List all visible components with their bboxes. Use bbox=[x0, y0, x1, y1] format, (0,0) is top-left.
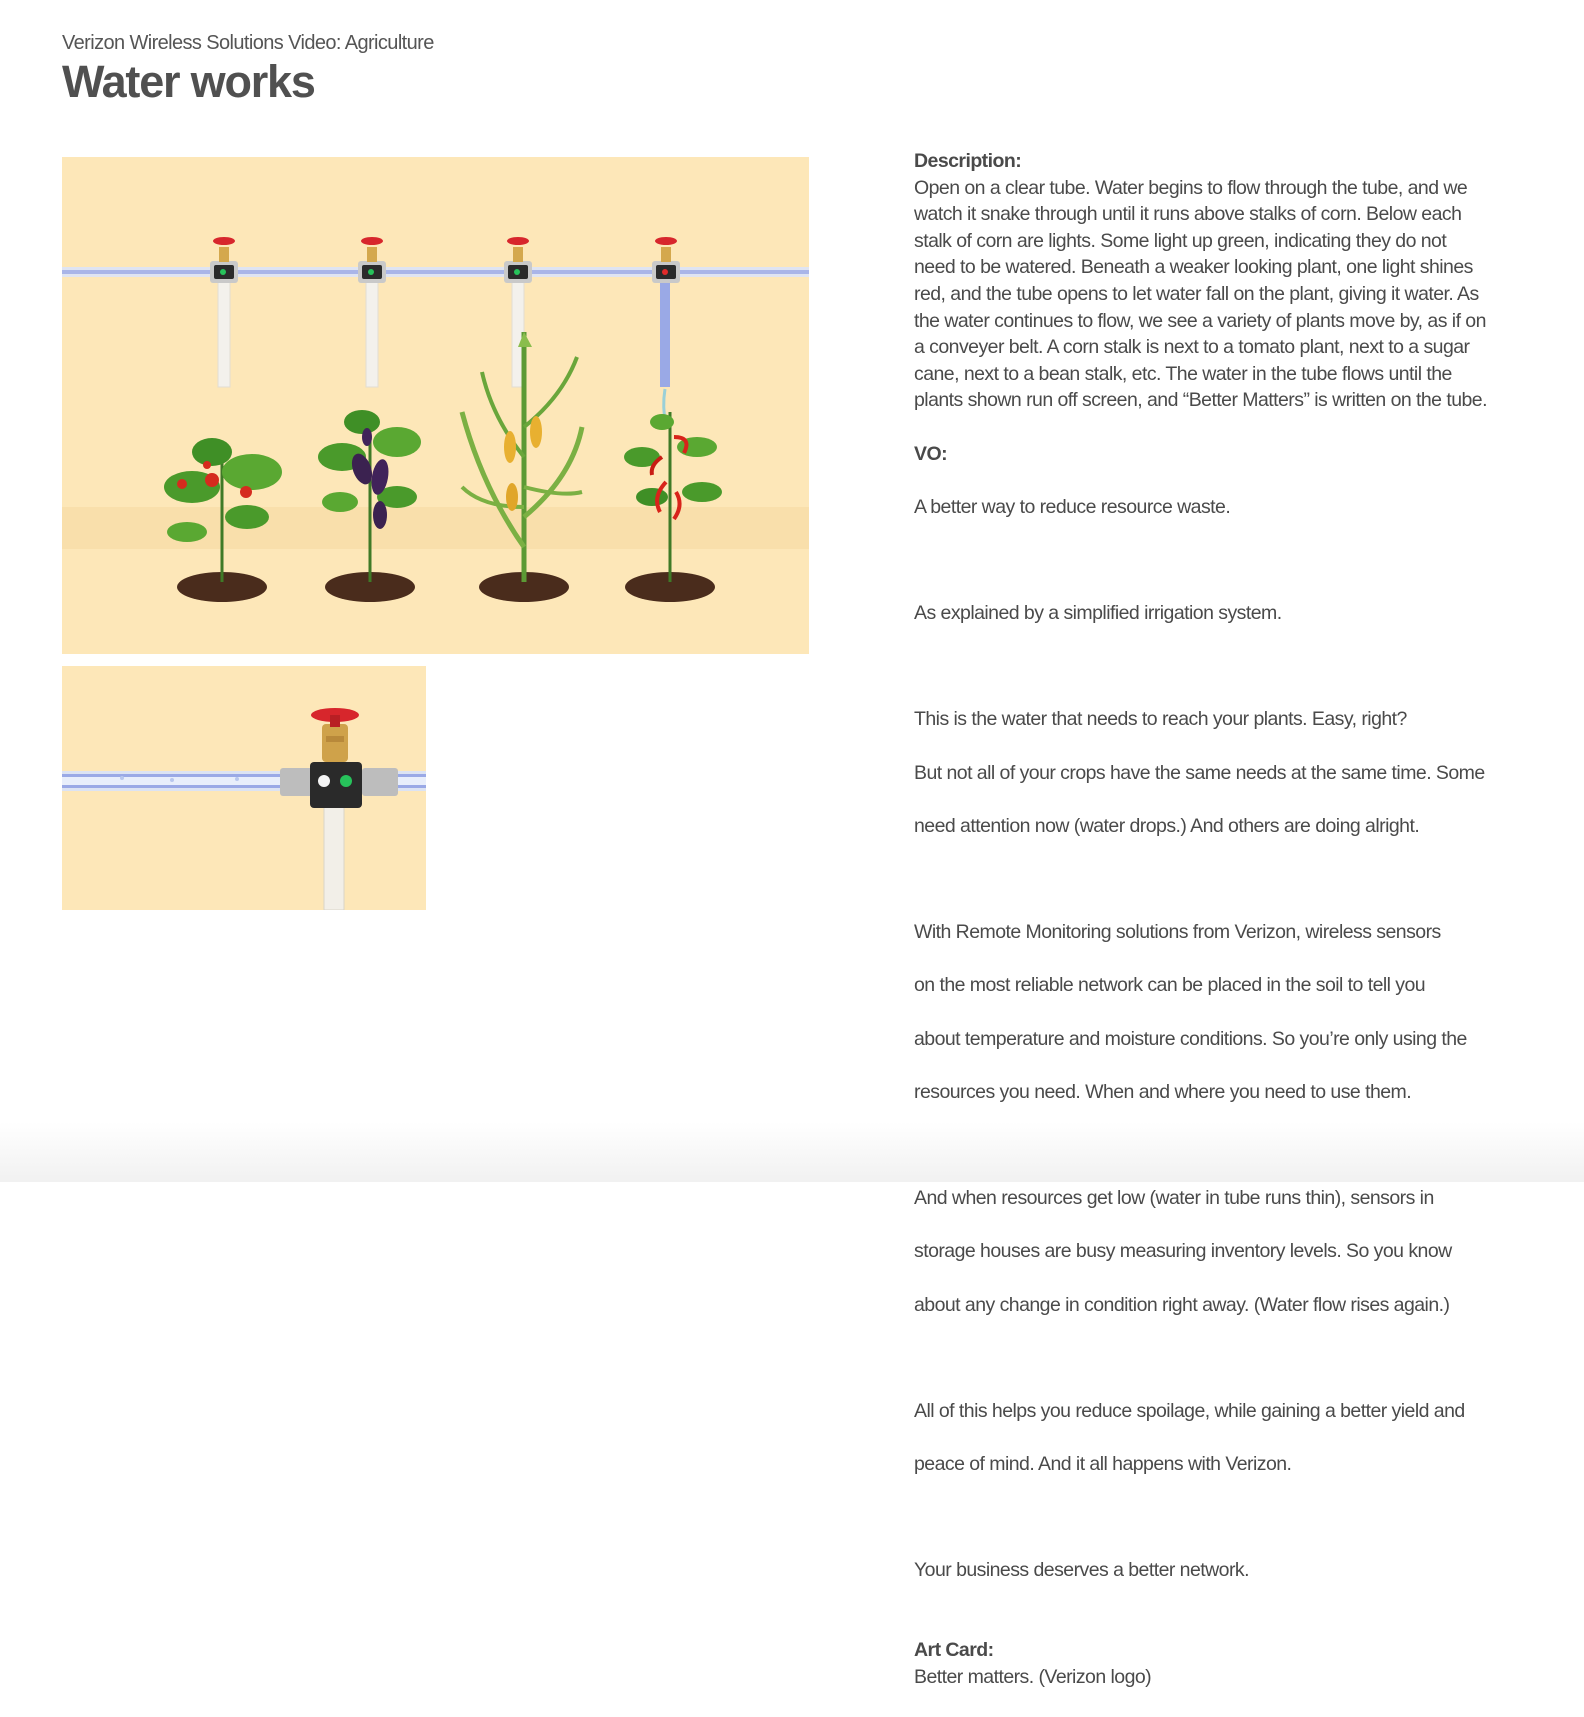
valve-closeup-illustration bbox=[62, 666, 426, 910]
vo-paragraph bbox=[914, 1159, 1514, 1345]
art-card-section bbox=[914, 1637, 1514, 1690]
status-light-green bbox=[220, 269, 226, 275]
vo-line: need attention now (water drops.) And others are doing alright. bbox=[914, 814, 1420, 837]
page-subtitle: Verizon Wireless Solutions Video: Agriculture bbox=[62, 32, 434, 54]
status-light-green bbox=[340, 775, 352, 787]
valve-3 bbox=[504, 237, 532, 387]
valve-handle bbox=[361, 237, 383, 245]
vo-section bbox=[914, 441, 1514, 1611]
vo-line: And when resources get low (water in tube runs thin), sensors in bbox=[914, 1187, 1434, 1210]
vo-paragraph bbox=[914, 1531, 1514, 1611]
valve-1 bbox=[210, 237, 238, 387]
description-line: Open on a clear tube. Water begins to flow through the tube, and we bbox=[914, 176, 1468, 199]
vo-line: about any change in condition right away. (Water flow rises again.) bbox=[914, 1293, 1450, 1316]
vo-paragraph bbox=[914, 1371, 1514, 1504]
vo-paragraph bbox=[914, 574, 1514, 654]
valve-stem bbox=[322, 724, 348, 762]
down-tube bbox=[324, 804, 344, 910]
description-line: stalk of corn are lights. Some light up green, indicating they do not bbox=[914, 229, 1447, 252]
description-line: need to be watered. Beneath a weaker looking plant, one light shines bbox=[914, 256, 1473, 279]
storyboard-frame-1 bbox=[62, 157, 809, 654]
description-line: the water continues to flow, we see a variety of plants move by, as if on bbox=[914, 309, 1486, 332]
valve-handle bbox=[507, 237, 529, 245]
irrigation-plants-illustration bbox=[62, 157, 809, 654]
vo-line: storage houses are busy measuring inventory levels. So you know bbox=[914, 1240, 1452, 1263]
vo-paragraph bbox=[914, 467, 1514, 547]
vo-line: A better way to reduce resource waste. bbox=[914, 495, 1231, 518]
eggplant-plant bbox=[318, 410, 421, 602]
status-light-green bbox=[514, 269, 520, 275]
description-line: watch it snake through until it runs above stalks of corn. Below each bbox=[914, 203, 1462, 226]
vo-line: All of this helps you reduce spoilage, while gaining a better yield and bbox=[914, 1399, 1465, 1422]
vo-paragraph bbox=[914, 680, 1514, 866]
script-column bbox=[914, 148, 1514, 1717]
sensor-box bbox=[310, 762, 362, 808]
valve-handle bbox=[655, 237, 677, 245]
vo-line: But not all of your crops have the same needs at the same time. Some bbox=[914, 761, 1485, 784]
description-section bbox=[914, 148, 1514, 414]
valve-4 bbox=[652, 237, 680, 425]
vo-line: peace of mind. And it all happens with Verizon. bbox=[914, 1453, 1292, 1476]
description-line: plants shown run off screen, and “Better Matters” is written on the tube. bbox=[914, 389, 1487, 412]
description-line: cane, next to a bean stalk, etc. The water in the tube flows until the bbox=[914, 362, 1452, 385]
status-light-red bbox=[662, 269, 668, 275]
valve-handle bbox=[213, 237, 235, 245]
vo-label: VO: bbox=[914, 442, 948, 465]
vo-paragraph bbox=[914, 893, 1514, 1132]
art-card-text: Better matters. (Verizon logo) bbox=[914, 1665, 1152, 1688]
vo-line: resources you need. When and where you need to use them. bbox=[914, 1080, 1412, 1103]
vo-line: This is the water that needs to reach your plants. Easy, right? bbox=[914, 708, 1407, 731]
vo-line: Your business deserves a better network. bbox=[914, 1559, 1249, 1582]
status-light-white bbox=[318, 775, 330, 787]
vo-line: about temperature and moisture conditions. So you’re only using the bbox=[914, 1027, 1467, 1050]
vo-line: on the most reliable network can be placed in the soil to tell you bbox=[914, 974, 1426, 997]
description-line: a conveyer belt. A corn stalk is next to a tomato plant, next to a sugar bbox=[914, 336, 1470, 359]
description-line: red, and the tube opens to let water fall on the plant, giving it water. As bbox=[914, 282, 1479, 305]
vo-line: As explained by a simplified irrigation system. bbox=[914, 602, 1282, 625]
vo-line: With Remote Monitoring solutions from Verizon, wireless sensors bbox=[914, 921, 1441, 944]
main-tube-water bbox=[62, 270, 809, 274]
page-title: Water works bbox=[62, 56, 315, 107]
description-label: Description: bbox=[914, 150, 1022, 172]
valve-2 bbox=[358, 237, 386, 387]
corn-plant bbox=[462, 332, 582, 602]
open-tube-water bbox=[660, 277, 670, 387]
art-card-label: Art Card: bbox=[914, 1639, 994, 1662]
storyboard-frame-2 bbox=[62, 666, 426, 910]
status-light-green bbox=[368, 269, 374, 275]
